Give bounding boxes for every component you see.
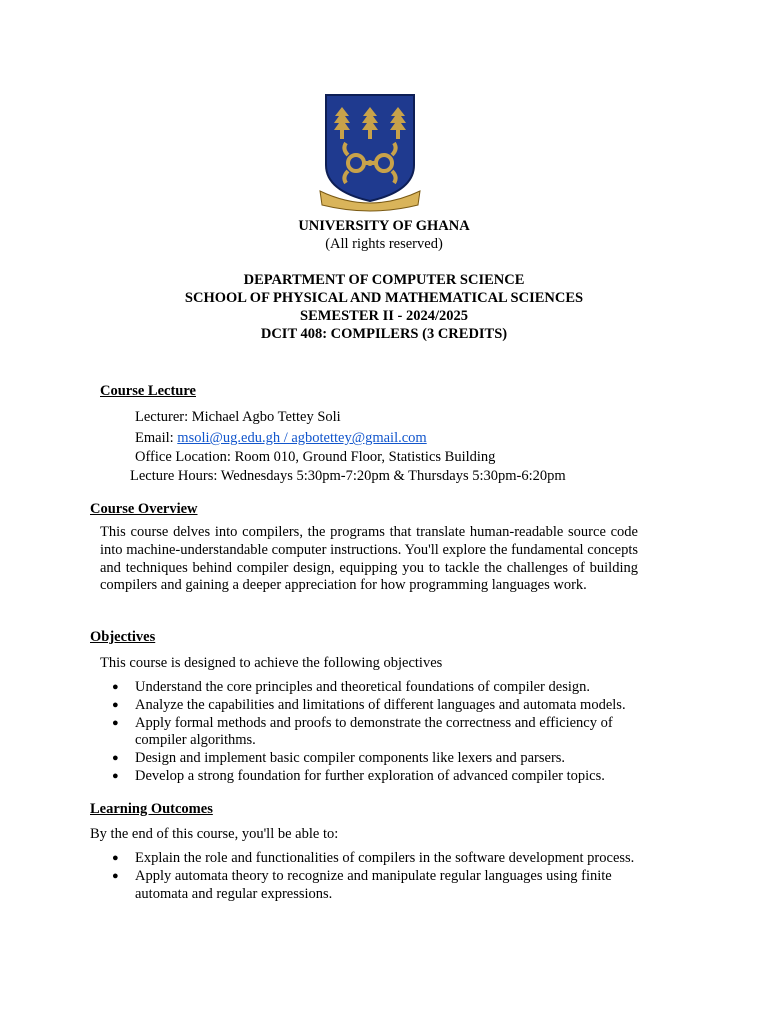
lecture-hours: Lecture Hours: Wednesdays 5:30pm-7:20pm & Thursdays 5:30pm-6:20pm <box>130 468 566 484</box>
department-title: DEPARTMENT OF COMPUTER SCIENCE <box>243 272 525 288</box>
lecturer-name: Lecturer: Michael Agbo Tettey Soli <box>135 409 341 425</box>
outcomes-list <box>112 850 652 903</box>
university-crest-logo <box>318 93 422 215</box>
list-item: ● Develop a strong foundation for further exploration of advanced compiler topics. <box>112 768 652 786</box>
learning-outcomes-heading: Learning Outcomes <box>90 801 213 817</box>
list-item: ● Explain the role and functionalities of compilers in the software development process. <box>112 850 652 868</box>
email-line <box>135 429 427 447</box>
office-location: Office Location: Room 010, Ground Floor, Statistics Building <box>135 449 496 465</box>
list-item: ● Analyze the capabilities and limitations of different languages and automata models. <box>112 697 652 715</box>
list-item: ● Apply formal methods and proofs to demonstrate the correctness and efficiency of compiler algorithms. <box>112 715 652 751</box>
school-title: SCHOOL OF PHYSICAL AND MATHEMATICAL SCIENCES <box>184 290 584 306</box>
course-title: DCIT 408: COMPILERS (3 CREDITS) <box>260 326 508 342</box>
list-item: ● Apply automata theory to recognize and manipulate regular languages using finite automata and regular expressions. <box>112 868 652 904</box>
university-name: UNIVERSITY OF GHANA <box>298 218 470 234</box>
outcomes-intro: By the end of this course, you'll be able to: <box>90 826 339 842</box>
rights-notice: (All rights reserved) <box>325 236 443 252</box>
course-lecture-heading: Course Lecture <box>100 383 196 399</box>
course-overview-heading: Course Overview <box>90 501 198 517</box>
course-overview-text: This course delves into compilers, the programs that translate human-readable source code into machine-understandable computer instructions. You'll explore the fundamental concepts and techniques behind compiler design, equipping you to tackle the challenges of building compilers and gaining a deeper appreciation for how programming languages work. <box>100 524 638 594</box>
email-label: Email: <box>135 430 178 446</box>
objectives-list <box>112 679 652 786</box>
semester-title: SEMESTER II - 2024/2025 <box>300 308 468 324</box>
email-link[interactable]: msoli@ug.edu.gh / agbotettey@gmail.com <box>177 430 427 446</box>
list-item: ● Design and implement basic compiler components like lexers and parsers. <box>112 750 652 768</box>
objectives-heading: Objectives <box>90 629 156 645</box>
objectives-intro: This course is designed to achieve the following objectives <box>100 655 443 671</box>
list-item: ● Understand the core principles and theoretical foundations of compiler design. <box>112 679 652 697</box>
